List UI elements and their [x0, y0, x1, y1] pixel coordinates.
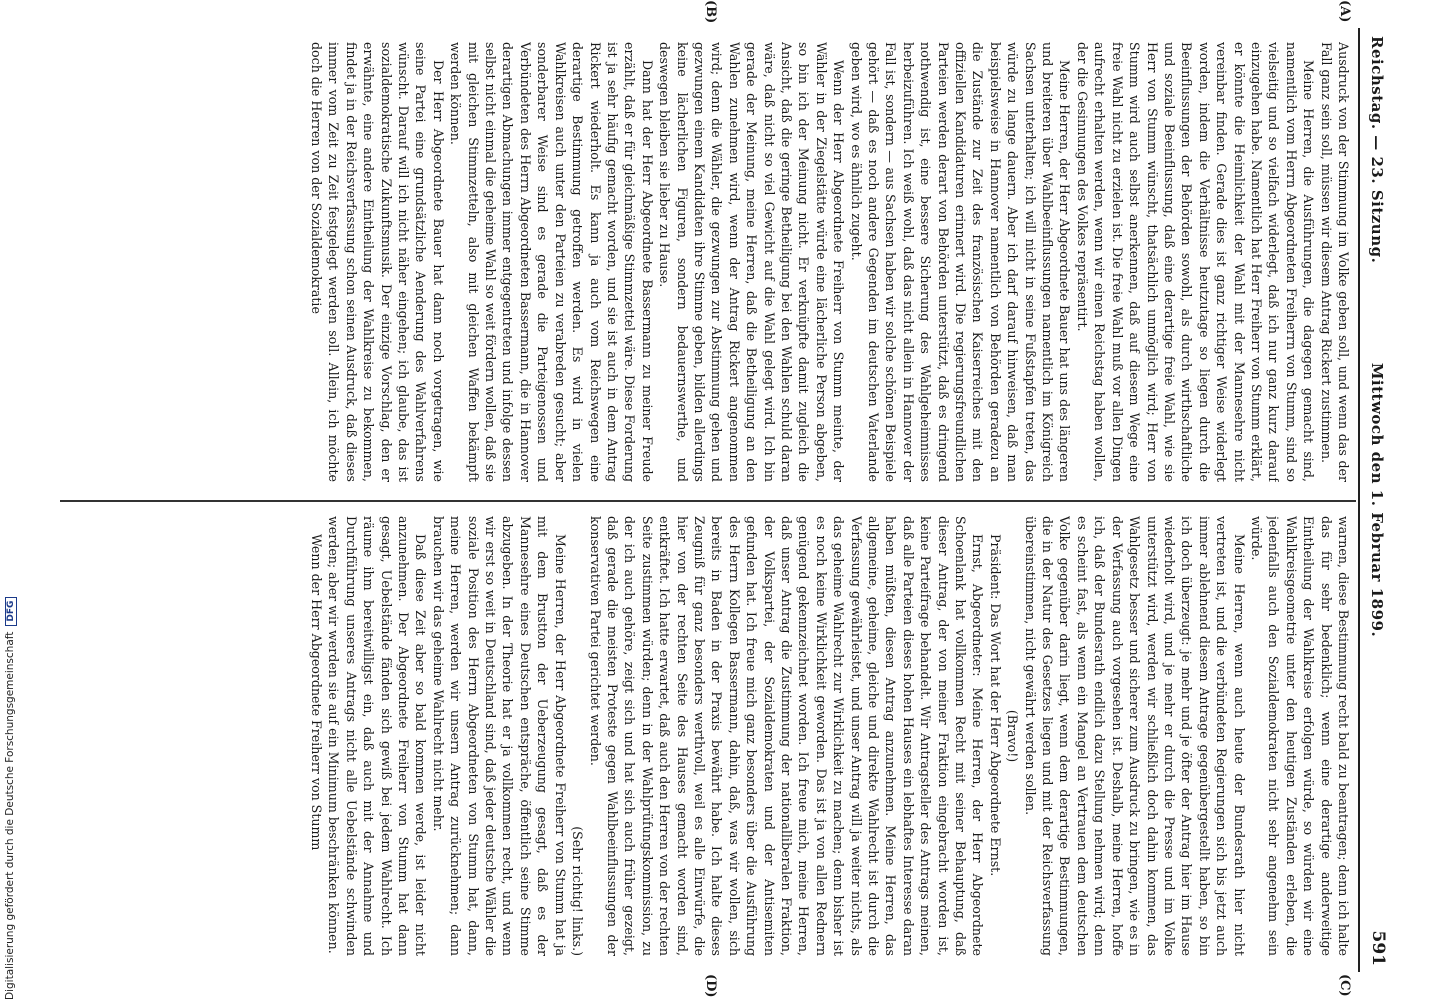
paragraph: Der Herr Abgeordnete Bauer hat dann noch vorgetragen, wie seine Partei eine grundsätzliche Aenderung des Wahlverfahrens wünscht. Darauf will ich nicht näher eingehen; ich glaube, das ist sozialdemokratische Zukunftsmusik. Der einzige Vorschlag, den er erwähnte, eine andere Eintheilung der Wahlkreise zu bekommen, findet ja in der Reichsverfassung schon seinen Ausdruck, daß dieses immer vom Zeit zu Zeit festgelegt werden soll. Allein, ich möchte doch die Herren von der Sozialdemokratie — [309, 42, 446, 482]
speaker-president: Präsident: Das Wort hat der Herr Abgeordnete Ernst. — [987, 534, 1003, 877]
right-column — [62, 516, 1352, 956]
margin-marker-c: (C) — [1337, 974, 1352, 997]
speaker-ernst: Ernst, Abgeordneter: Meine Herren, der Herr Abgeordnete Schoenlank hat vollkommen Recht mit seiner Behauptung, daß dieser Antrag, der von meiner Fraktion eingebracht worden ist, keine Parteifrage behandelt. Wir Antragsteller des Antrags meinen, daß alle Parteien dieses hohen Hauses ein lebhaftes Interesse daran haben müßten, diesen Antrag anzunehmen. Meine Herren, das allgemeine, geheime, gleiche und direkte Wahlrecht ist durch die Verfassung gewährleistet, und unser Antrag will ja weiter nichts, als das geheime Wahlrecht zur Wirklichkeit zu machen; denn bisher ist es noch keine Wirklichkeit geworden. Das ist ja von allen Rednern genügend gekennzeichnet worden. Ich freue mich, meine Herren, daß unser Antrag die Zustimmung der nationalliberalen Fraktion, der Volkspartei, der Sozialdemokraten und der Antisemiten gefunden hat. Ich freue mich ganz besonders über die Ausführung des Herrn Kollegen Bassermann, dahin, daß, was wir wollen, sich bereits in Baden in der Praxis bewährt habe. Ich halte dieses Zeugniß für ganz besonders werthvoll, weil es alle Einwürfe, die hier von der rechten Seite des Hauses gemacht worden sind, entkräftet. Ich hatte erwartet, daß auch den Herren von der rechten Seite zustimmen würden; denn in der Wahlprüfungskommission, zu der ich auch gehöre, zeigt sich und hat sich auch früher gezeigt, daß gerade die meisten Proteste gegen Wahlbeeinflussungen der konservativen Partei gerichtet werden. — [587, 516, 986, 956]
paragraph: warnen, diese Bestimmung recht bald zu beantragen; denn ich halte das für sehr bedenklich; wenn eine derartige anderweitige Eintheilung der Wahlkreise erfolgen würde, so würden wir eine Wahlkreisgeometrie unter den heutigen Zuständen erleben, die jedenfalls auch den Sozialdemokraten nicht sehr angenehm sein würde. — [1248, 516, 1351, 956]
margin-marker-b: (B) — [703, 0, 718, 24]
left-column — [62, 42, 1352, 482]
rotated-page — [58, 0, 1390, 998]
paragraph: Ausdruck von der Stimmung im Volke geben soll, und wenn das der Fall ganz sein soll, müssen wir diesem Antrag Rickert zustimmen. — [1318, 42, 1351, 482]
column-divider — [60, 500, 1356, 502]
header-session: Reichstag. — 23. Sitzung. — [1368, 36, 1386, 264]
page-header — [1362, 28, 1390, 972]
interjection-note: (Sehr richtig! links.) — [570, 826, 586, 956]
page-number: 591 — [1368, 930, 1388, 966]
paragraph: Meine Herren, wenn auch heute der Bundesrath hier nicht vertreten ist, und die verbündeten Regierungen sich bis jetzt auch immer ablehnend diesem Antrage gegenübergestellt haben, so bin ich doch überzeugt: je mehr und je öfter der Antrag hier im Hause wiederholt wird, und je mehr er durch die Presse und im Volke unterstützt wird, werden wir schließlich doch dahin kommen, das Wahlgesetz besser und sicherer zum Ausdruck zu bringen, wie es in der Verfassung auch vorgesehen ist. Deshalb, meine Herren, hoffe ich, daß der Bundesrath endlich dazu Stellung nehmen wird; denn es scheint fast, als wenn ein Mangel an Vertrauen dem deutschen Volke gegenüber darin liegt, wenn dem derartige Bestimmungen, die in der Natur des Gesetzes liegen und mit der Reichsverfassung übereinstimmen, nicht gewährt werden sollen. — [1022, 516, 1247, 956]
paragraph: Wenn der Herr Abgeordnete Freiherr von Stumm — [309, 534, 325, 851]
paragraph: Daß diese Zeit aber so bald kommen werde, ist leider nicht anzunehmen. Der Abgeordnete Freiherr von Stumm hat dann gesagt, Uebelstände fänden sich gewiß bei jedem Wahlrecht. Ich räume ihm bereitwilligst ein, daß auch mit der Annahme und Durchführung unseres Antrags nicht alle Uebelstände schwinden werden; aber wir werden sie auf ein Minimum beschränken können. — [326, 516, 429, 956]
paragraph: Wenn der Herr Abgeordnete Freiherr von Stumm meinte, der Wähler in der Ziegelstätte würde eine lächerliche Person abgeben, so bin ich der Meinung nicht. Er verknüpfte damit zugleich die Ansicht, daß die geringe Betheiligung bei den Wahlen schuld daran wäre, daß nicht so viel Gewicht auf die Wahl gelegt wird. Ich bin gerade der Meinung, meine Herren, daß die Betheiligung an den Wahlen zunehmen wird, wenn der Antrag Rickert angenommen wird; denn die Wähler, die gezwungen zur Abstimmung gehen und gezwungen einem Kandidaten ihre Stimme geben, bilden allerdings keine lächerlichen Figuren, sondern bedauernswerthe, und deswegen bleiben sie lieber zu Hause. — [657, 42, 847, 482]
paragraph: Dann hat der Herr Abgeordnete Bassermann zu meiner Freude erzählt, daß er für gleichmäßige Stimmzettel wäre. Diese Forderung ist ja sehr häufig gemacht worden, und sie ist auch in dem Antrag Rickert wiederholt. Es kann ja auch vom Reichswegen eine derartige Bestimmung getroffen werden. Es wird in vielen Wahlkreisen auch unter den Parteien zu verabreden gesucht; aber sonderbarer Weise sind es gerade die Parteigenossen und Verbündeten des Herrn Abgeordneten Bassermann, die in Hannover derartigen Abmachungen immer entgegentreten und infolge dessen selbst nicht einmal die geheime Wahl so weit fördern wollen, daß sie mit gleichen Stimmzetteln, also mit gleichen Waffen bekämpft werden können. — [448, 42, 655, 482]
footer-text: Digitalisierung gefördert durch die Deutsche Forschungsgemeinschaft — [4, 631, 16, 1000]
header-date: Mittwoch den 1. Februar 1899. — [1368, 362, 1386, 638]
paragraph: Meine Herren, der Herr Abgeordnete Freiherr von Stumm hat ja mit dem Brustton der Ueberzeugung gesagt, daß es der Mannesehre eines Deutschen entspräche, öffentlich seine Stimme abzugeben. In der Theorie hat er ja vollkommen recht, und wenn wir erst so weit in Deutschland sind, daß jeder deutsche Wähler die soziale Position des Herrn Abgeordneten von Stumm hat, dann, meine Herren, werden wir unsern Antrag zurücknehmen; dann brauchen wir das geheime Wahlrecht nicht mehr. — [430, 516, 568, 956]
paragraph: Meine Herren, der Herr Abgeordnete Bauer hat uns des längeren und breiteren über Wahlbeeinflussungen namentlich im Königreich Sachsen unterhalten; ich will nicht in seine Fußstapfen treten, das würde zu lange dauern. Aber ich darf darauf hinweisen, daß man beispielsweise in Hannover namentlich von Behörden geradezu an die Zustände zur Zeit des französischen Kaiserreiches mit den offiziellen Kandidaturen erinnert wird. Die regierungsfreundlichen Parteien werden derart von Behörden unterstützt, daß es dringend nothwendig ist, eine bessere Sicherung des Wahlgeheimnisses herbeizuführen. Ich weiß wohl, daß das nicht allein in Hannover der Fall ist, sondern — aus Sachsen haben wir solche schönen Beispiele gehört — daß es noch andere Gegenden im deutschen Vaterlande geben wird, wo es ähnlich zugeht. — [848, 42, 1073, 482]
header-rule — [1358, 28, 1360, 972]
digitization-footer — [4, 0, 20, 1000]
applause-note: (Bravo!) — [1005, 709, 1021, 763]
margin-marker-d: (D) — [703, 974, 718, 998]
dfg-logo: DFG — [5, 597, 17, 626]
margin-marker-a: (A) — [1337, 0, 1352, 23]
paragraph: Meine Herren, die Ausführungen, die dagegen gemacht sind, namentlich vom Herrn Abgeordneten Freiherrn von Stumm, sind so vielseitig und so vielfach widerlegt, daß ich nur ganz kurz darauf einzugehen habe. Namentlich hat Herr Freiherr von Stumm erklärt, er könnte die Heimlichkeit der Wahl mit der Mannesehre nicht vereinbar finden. Gerade dies ist ganz richtiger Weise widerlegt worden, indem die Verhältnisse heutzutage so liegen durch die Beeinflussungen der Behörden sowohl, als durch wirthschaftliche und soziale Beeinflussung, daß eine derartige freie Wahl, wie sie Herr von Stumm wünscht, thatsächlich unmöglich wird; Herr von Stumm wird auch selbst anerkennen, daß auf diesem Wege eine freie Wahl nicht zu erzielen ist. Die freie Wahl muß vor allen Dingen aufrecht erhalten werden, wenn wir einen Reichstag haben wollen, der die Gesinnungen des Volkes repräsentirt. — [1074, 42, 1317, 482]
